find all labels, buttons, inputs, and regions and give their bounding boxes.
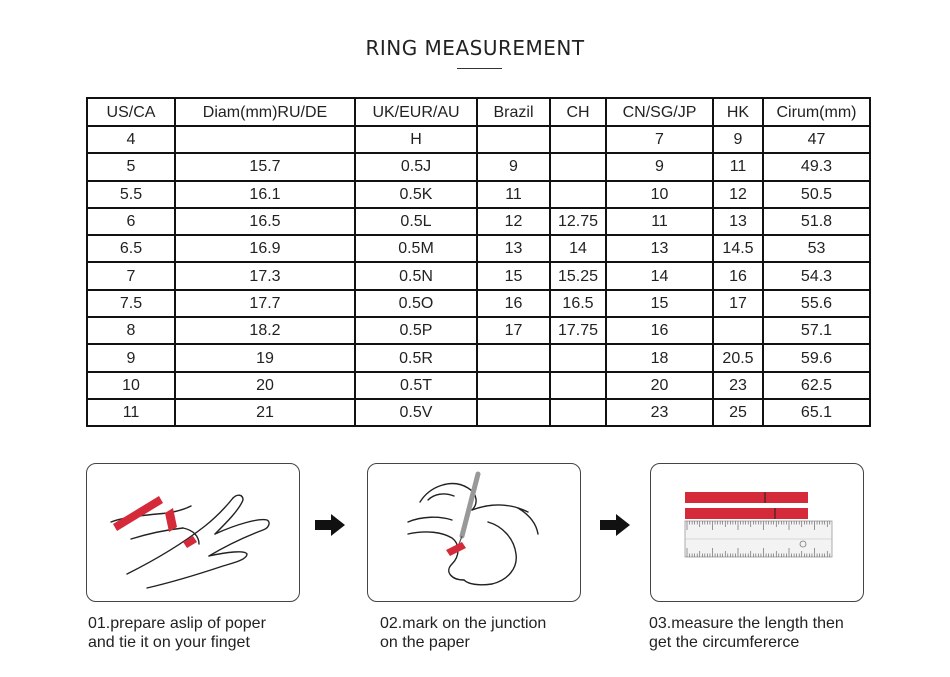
- step-2-caption: [380, 614, 546, 652]
- col-header-diam: Diam(mm)RU/DE: [175, 98, 355, 126]
- table-cell: 11: [477, 181, 550, 208]
- table-cell: [713, 317, 763, 344]
- table-cell: 65.1: [763, 399, 870, 426]
- table-cell: 4: [87, 126, 175, 153]
- table-cell: 0.5R: [355, 344, 477, 371]
- step-1-illustration: [86, 463, 300, 602]
- arrow-right-icon: [315, 514, 347, 541]
- table-row: [87, 399, 870, 426]
- table-cell: 51.8: [763, 208, 870, 235]
- table-cell: 13: [606, 235, 713, 262]
- table-cell: 8: [87, 317, 175, 344]
- col-header-us-ca: US/CA: [87, 98, 175, 126]
- step-3-line-1: 03.measure the length then: [649, 615, 844, 632]
- table-row: [87, 372, 870, 399]
- table-cell: 25: [713, 399, 763, 426]
- table-cell: 0.5J: [355, 153, 477, 180]
- table-cell: [550, 399, 606, 426]
- step-1-line-2: and tie it on your finget: [88, 634, 250, 651]
- col-header-ch: CH: [550, 98, 606, 126]
- table-cell: 16.5: [175, 208, 355, 235]
- table-cell: 0.5N: [355, 262, 477, 289]
- table-row: [87, 126, 870, 153]
- table-cell: [550, 153, 606, 180]
- table-cell: 17: [713, 290, 763, 317]
- table-cell: 0.5L: [355, 208, 477, 235]
- table-cell: 0.5K: [355, 181, 477, 208]
- table-cell: 0.5M: [355, 235, 477, 262]
- table-cell: 7.5: [87, 290, 175, 317]
- table-cell: 49.3: [763, 153, 870, 180]
- arrow-right-icon: [600, 514, 632, 541]
- col-header-uk: UK/EUR/AU: [355, 98, 477, 126]
- table-cell: 15.7: [175, 153, 355, 180]
- table-cell: 17.7: [175, 290, 355, 317]
- table-row: [87, 235, 870, 262]
- ruler-measuring-strip-icon: [651, 464, 863, 601]
- page-title: RING MEASUREMENT: [365, 36, 585, 60]
- table-cell: 6.5: [87, 235, 175, 262]
- step-1-line-1: 01.prepare aslip of poper: [88, 615, 266, 632]
- table-cell: 19: [175, 344, 355, 371]
- table-cell: [550, 372, 606, 399]
- table-cell: 14.5: [713, 235, 763, 262]
- step-3-illustration: [650, 463, 864, 602]
- table-header-row: [87, 98, 870, 126]
- table-cell: 13: [713, 208, 763, 235]
- table-cell: 23: [606, 399, 713, 426]
- table-cell: 47: [763, 126, 870, 153]
- table-cell: 11: [606, 208, 713, 235]
- table-cell: 16.9: [175, 235, 355, 262]
- table-cell: 5.5: [87, 181, 175, 208]
- table-cell: 7: [87, 262, 175, 289]
- table-cell: 12.75: [550, 208, 606, 235]
- table-cell: 17.75: [550, 317, 606, 344]
- table-cell: 0.5V: [355, 399, 477, 426]
- table-cell: 15.25: [550, 262, 606, 289]
- table-cell: 7: [606, 126, 713, 153]
- table-cell: 16: [477, 290, 550, 317]
- table-row: [87, 290, 870, 317]
- step-3-line-2: get the circumfererce: [649, 634, 800, 651]
- table-cell: [477, 399, 550, 426]
- col-header-cn: CN/SG/JP: [606, 98, 713, 126]
- table-cell: 10: [87, 372, 175, 399]
- table-cell: 15: [606, 290, 713, 317]
- table-cell: 18.2: [175, 317, 355, 344]
- table-cell: 13: [477, 235, 550, 262]
- table-row: [87, 181, 870, 208]
- table-cell: 16: [713, 262, 763, 289]
- col-header-brazil: Brazil: [477, 98, 550, 126]
- table-cell: [550, 126, 606, 153]
- table-row: [87, 317, 870, 344]
- table-cell: 53: [763, 235, 870, 262]
- table-cell: 23: [713, 372, 763, 399]
- table-cell: [477, 344, 550, 371]
- table-cell: [477, 126, 550, 153]
- table-cell: 11: [713, 153, 763, 180]
- table-cell: 15: [477, 262, 550, 289]
- table-cell: 17.3: [175, 262, 355, 289]
- step-3-caption: [649, 614, 844, 652]
- table-cell: [477, 372, 550, 399]
- table-cell: [175, 126, 355, 153]
- table-cell: 0.5O: [355, 290, 477, 317]
- table-cell: 20.5: [713, 344, 763, 371]
- hand-with-paper-strip-icon: [87, 464, 299, 601]
- table-cell: 11: [87, 399, 175, 426]
- table-row: [87, 262, 870, 289]
- table-cell: 9: [606, 153, 713, 180]
- table-cell: 16.1: [175, 181, 355, 208]
- table-cell: 62.5: [763, 372, 870, 399]
- table-cell: 57.1: [763, 317, 870, 344]
- table-cell: 0.5P: [355, 317, 477, 344]
- table-cell: 9: [87, 344, 175, 371]
- table-row: [87, 153, 870, 180]
- col-header-hk: HK: [713, 98, 763, 126]
- table-cell: 0.5T: [355, 372, 477, 399]
- table-cell: 20: [606, 372, 713, 399]
- table-cell: 21: [175, 399, 355, 426]
- table-cell: [550, 344, 606, 371]
- table-cell: H: [355, 126, 477, 153]
- step-2-line-1: 02.mark on the junction: [380, 615, 547, 632]
- table-cell: 9: [477, 153, 550, 180]
- table-cell: 16: [606, 317, 713, 344]
- table-cell: 6: [87, 208, 175, 235]
- table-cell: 14: [550, 235, 606, 262]
- step-2-line-2: on the paper: [380, 634, 470, 651]
- table-cell: 5: [87, 153, 175, 180]
- table-cell: 9: [713, 126, 763, 153]
- table-cell: 54.3: [763, 262, 870, 289]
- step-1-caption: [88, 614, 266, 652]
- title-underline: [457, 68, 502, 69]
- table-cell: 20: [175, 372, 355, 399]
- table-cell: 16.5: [550, 290, 606, 317]
- table-cell: 17: [477, 317, 550, 344]
- table-cell: 12: [713, 181, 763, 208]
- table-cell: 14: [606, 262, 713, 289]
- table-cell: 12: [477, 208, 550, 235]
- table-cell: [550, 181, 606, 208]
- table-row: [87, 344, 870, 371]
- table-cell: 55.6: [763, 290, 870, 317]
- table-cell: 18: [606, 344, 713, 371]
- step-2-illustration: [367, 463, 581, 602]
- ring-size-table: [86, 97, 871, 427]
- table-cell: 10: [606, 181, 713, 208]
- table-cell: 59.6: [763, 344, 870, 371]
- col-header-cirum: Cirum(mm): [763, 98, 870, 126]
- hand-marking-pen-icon: [368, 464, 580, 601]
- table-cell: 50.5: [763, 181, 870, 208]
- table-row: [87, 208, 870, 235]
